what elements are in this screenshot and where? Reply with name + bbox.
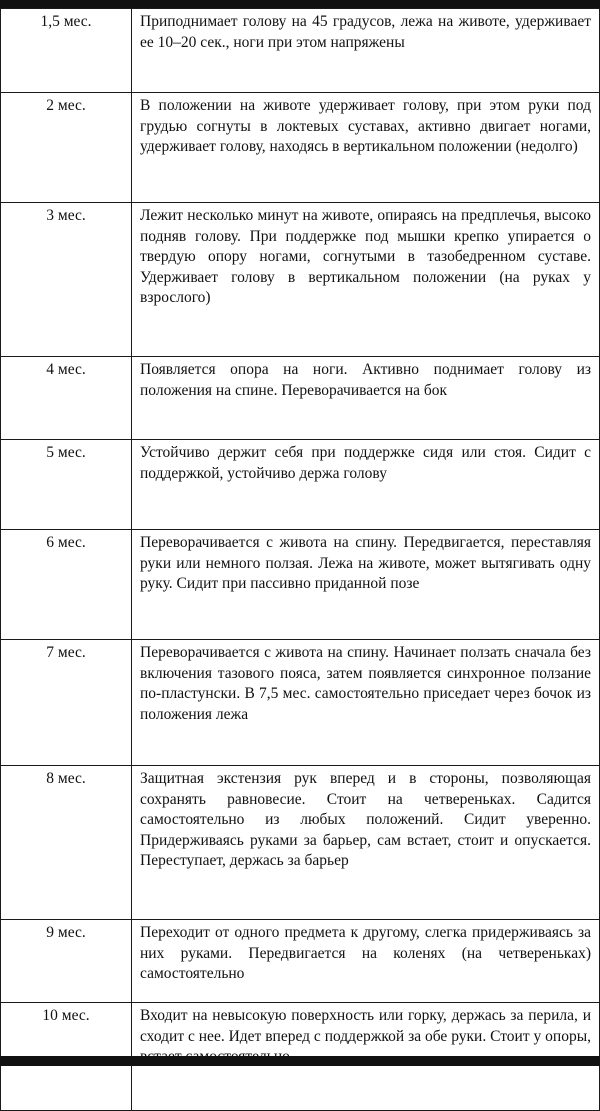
age-cell: 2 мес. (1, 93, 132, 203)
age-cell: 1,5 мес. (1, 9, 132, 93)
description-cell: Устойчиво держит себя при поддержке сидя или стоя. Сидит с поддержкой, устойчиво держа голову (132, 440, 600, 530)
description-cell: Появляется опора на ноги. Активно поднимает голову из положения на спине. Переворачивается на бок (132, 357, 600, 440)
motor-development-table (0, 8, 600, 1111)
description-cell: Переворачивается с живота на спину. Начинает ползать сначала без включения тазового пояса, затем появляется синхронное ползание по-пластунски. В 7,5 мес. самостоятельно приседает через бочок из положения лежа (132, 640, 600, 766)
table-row (1, 920, 600, 1003)
age-cell: 9 мес. (1, 920, 132, 1003)
age-cell: 7 мес. (1, 640, 132, 766)
description-cell: Приподнимает голову на 45 градусов, лежа на животе, удерживает ее 10–20 сек., ноги при этом напряжены (132, 9, 600, 93)
table-row (1, 766, 600, 920)
table-row (1, 640, 600, 766)
bottom-border-bar (0, 1056, 600, 1066)
description-cell: Переходит от одного предмета к другому, слегка придерживаясь за них руками. Передвигается на коленях (на четвереньках) самостоятельно (132, 920, 600, 1003)
table-row (1, 203, 600, 357)
age-cell: 3 мес. (1, 203, 132, 357)
table-row (1, 440, 600, 530)
description-cell: Переворачивается с живота на спину. Передвигается, переставляя руки или немного ползая. Лежа на животе, может вытягивать одну руку. Сидит при пассивно приданной позе (132, 530, 600, 640)
description-cell: Лежит несколько минут на животе, опираясь на предплечья, высоко подняв голову. При поддержке под мышки крепко упирается о твердую опору ногами, согнутыми в тазобедренном суставе. Удерживает голову в вертикальном положении (на руках у взрослого) (132, 203, 600, 357)
age-cell: 6 мес. (1, 530, 132, 640)
description-cell: Входит на невысокую поверхность или горку, держась за перила, и сходит с нее. Идет вперед с поддержкой за обе руки. Стоит у опоры, (132, 1003, 600, 1111)
table-row (1, 93, 600, 203)
top-border-bar (0, 0, 600, 8)
table-row (1, 530, 600, 640)
age-cell: 8 мес. (1, 766, 132, 920)
table-row (1, 9, 600, 93)
description-cell: В положении на животе удерживает голову, при этом руки под грудью согнуты в локтевых суставах, активно двигает ногами, удерживает голову, находясь в вертикальном положении (недолго) (132, 93, 600, 203)
table-row (1, 357, 600, 440)
age-cell: 10 мес. (1, 1003, 132, 1111)
age-cell: 4 мес. (1, 357, 132, 440)
description-cell: Защитная экстензия рук вперед и в стороны, позволяющая сохранять равновесие. Стоит на четвереньках. Садится самостоятельно из любых положений. Сидит уверенно. Придерживаясь руками за барьер, сам встает, стоит и опускается. Переступает, держась за барьер (132, 766, 600, 920)
age-cell: 5 мес. (1, 440, 132, 530)
